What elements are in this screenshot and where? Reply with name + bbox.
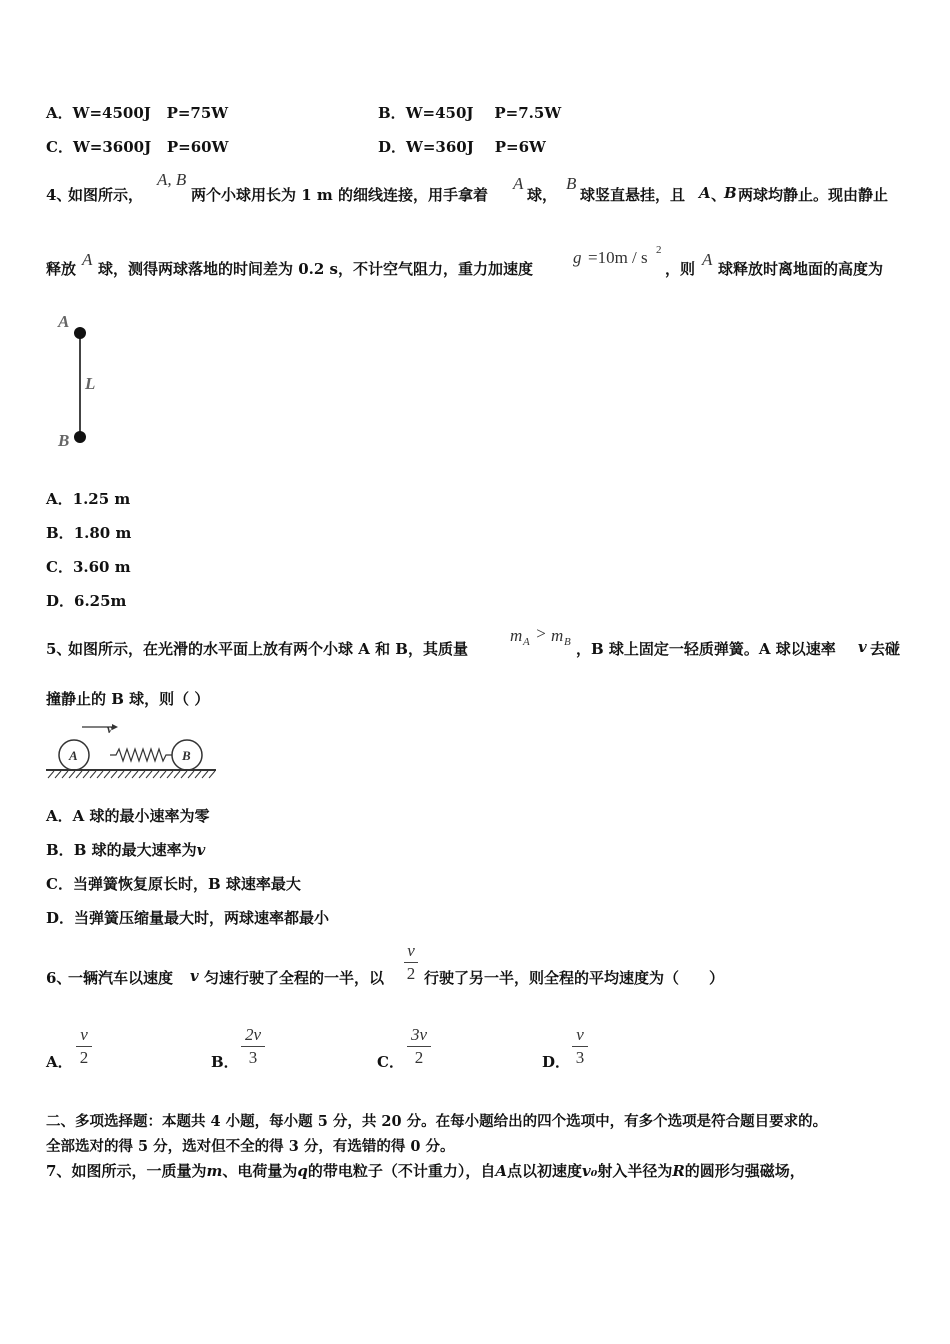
- math-mb: m: [551, 626, 564, 645]
- question-number: 7、: [46, 1162, 72, 1180]
- fraction-denominator: 2: [414, 1048, 424, 1067]
- q6-stem: [46, 940, 916, 990]
- q4-text: A: [699, 184, 711, 202]
- math-mb-sub: B: [564, 636, 571, 648]
- q5-line-2: 撞静止的 B 球，则（ ）: [46, 690, 210, 708]
- q4-option-c: [46, 556, 131, 577]
- q5-option-b: [46, 839, 205, 860]
- fraction-denominator: 3: [575, 1048, 585, 1067]
- option-tail: v: [196, 841, 206, 859]
- option-text: 6.25m: [74, 592, 127, 610]
- math-ma-sub: A: [523, 636, 530, 648]
- option-text: W=4500J P=75W: [72, 104, 229, 122]
- q7-text: 点以初速度: [507, 1162, 583, 1180]
- option-text: W=450J P=7.5W: [405, 104, 562, 122]
- option-letter: B．: [211, 1053, 239, 1071]
- q5-text: v: [858, 638, 867, 656]
- q4-line-1: [46, 170, 916, 210]
- option-letter: D．: [542, 1053, 571, 1071]
- question-number: 6、: [46, 969, 72, 987]
- fraction-numerator: v: [576, 1025, 584, 1044]
- q3-option-c: [46, 136, 228, 157]
- option-text: 1.80 m: [73, 524, 132, 542]
- q6-text: 匀速行驶了全程的一半，以: [204, 969, 385, 987]
- q4-text: ，则: [665, 260, 696, 278]
- q4-text: 如图所示，: [68, 186, 144, 204]
- ball-b-label: B: [182, 748, 191, 763]
- math-gt: >: [532, 624, 551, 643]
- math-g-value: =10m / s: [588, 248, 648, 267]
- option-letter: C．: [46, 558, 73, 576]
- q7-text: m: [206, 1162, 223, 1180]
- q4-text: B: [724, 184, 737, 202]
- velocity-arrowhead: [112, 724, 118, 730]
- q4-text: 两球均静止。现由静止: [738, 186, 889, 204]
- q7-text: v₀: [582, 1162, 598, 1180]
- option-text: W=360J P=6W: [406, 138, 546, 156]
- option-letter: A．: [46, 807, 73, 825]
- q4-text: 球竖直悬挂，且: [580, 186, 686, 204]
- option-text: A 球的最小速率为零: [72, 807, 210, 825]
- fraction-denominator: 2: [406, 964, 416, 983]
- q6-option-c: [377, 1024, 497, 1074]
- q4-text: 释放: [46, 260, 77, 278]
- q6-option-d: [542, 1024, 662, 1074]
- option-letter: B．: [46, 841, 74, 859]
- math-a: A: [82, 250, 93, 269]
- q5-text: 如图所示，在光滑的水平面上放有两个小球 A 和 B，其质量: [68, 640, 468, 658]
- q5-text: 去碰: [870, 640, 901, 658]
- q5-text: ，B 球上固定一轻质弹簧。A 球以速率: [576, 640, 836, 658]
- fraction-numerator: v: [407, 941, 415, 960]
- q6-option-b: [211, 1024, 331, 1074]
- option-fraction: [407, 1026, 431, 1067]
- q4-text: 球，: [527, 186, 558, 204]
- q5-option-d: [46, 907, 329, 928]
- q7-text: 、电荷量为: [222, 1162, 298, 1180]
- option-letter: C．: [46, 138, 73, 156]
- q4-option-d: [46, 590, 126, 611]
- q4-figure: [52, 306, 112, 456]
- question-number: 4、: [46, 186, 72, 204]
- q7-text: A: [495, 1162, 507, 1180]
- q4-text: 球释放时离地面的高度为: [718, 260, 884, 278]
- option-letter: D．: [46, 592, 75, 610]
- option-text: 当弹簧恢复原长时，B 球速率最大: [72, 875, 301, 893]
- option-letter: B．: [46, 524, 74, 542]
- option-text: 3.60 m: [72, 558, 131, 576]
- option-fraction: [572, 1026, 588, 1067]
- section-2-heading-line-2: 全部选对的得 5 分，选对但不全的得 3 分，有选错的得 0 分。: [46, 1138, 455, 1155]
- math-a: A: [513, 174, 524, 193]
- math-g-exponent: 2: [656, 244, 662, 256]
- option-fraction: [76, 1026, 92, 1067]
- math-ma: m: [510, 626, 523, 645]
- option-letter: D．: [46, 909, 75, 927]
- q6-text: v: [190, 967, 199, 985]
- label-a: A: [58, 312, 70, 331]
- q4-option-b: [46, 522, 131, 543]
- math-ab: A, B: [157, 170, 187, 189]
- ball-a-label: A: [69, 748, 78, 763]
- ball-a: [74, 327, 86, 339]
- fraction-bar: [572, 1046, 588, 1047]
- q3-option-d: [378, 136, 546, 157]
- fraction-bar: [404, 962, 418, 963]
- fraction-denominator: 2: [79, 1048, 89, 1067]
- q3-option-b: [378, 102, 561, 123]
- option-fraction: [241, 1026, 265, 1067]
- q7-text: 如图所示，一质量为: [71, 1162, 207, 1180]
- option-text: B 球的最大速率为: [73, 841, 197, 859]
- q5-option-a: [46, 805, 210, 826]
- q5-line-1: [46, 624, 916, 664]
- option-text: 当弹簧压缩量最大时，两球速率都最小: [74, 909, 330, 927]
- q6-fraction: [404, 942, 418, 983]
- q6-option-a: [46, 1024, 166, 1074]
- q6-text: 一辆汽车以速度: [68, 969, 174, 987]
- option-text: 1.25 m: [72, 490, 131, 508]
- section-2-heading-line-1: 二、多项选择题：本题共 4 小题，每小题 5 分，共 20 分。在每小题给出的四个选项中，有多个选项是符合题目要求的。: [46, 1113, 828, 1130]
- fraction-denominator: 3: [248, 1048, 258, 1067]
- question-number: 5、: [46, 640, 72, 658]
- q4-text: 两个小球用长为 1 m 的细线连接，用手拿着: [191, 186, 488, 204]
- q4-text: 、: [711, 186, 727, 204]
- q7-text: 射入半径为: [597, 1162, 673, 1180]
- velocity-label: v: [107, 722, 113, 736]
- label-b: B: [58, 431, 70, 450]
- q6-text: 行驶了另一半，则全程的平均速度为（ ）: [424, 969, 725, 987]
- label-l: L: [85, 374, 96, 393]
- option-letter: B．: [378, 104, 406, 122]
- ground-hatching: [48, 771, 215, 778]
- q7-text: 的圆形匀强磁场，: [684, 1162, 805, 1180]
- fraction-numerator: v: [80, 1025, 88, 1044]
- q5-option-c: [46, 873, 301, 894]
- q7-text: 的带电粒子（不计重力），自: [307, 1162, 496, 1180]
- q4-option-a: [46, 488, 130, 509]
- option-letter: C．: [46, 875, 73, 893]
- q7-text: R: [672, 1162, 685, 1180]
- option-text: W=3600J P=60W: [72, 138, 229, 156]
- q7-text: q: [297, 1162, 308, 1180]
- spring: [110, 749, 172, 761]
- math-b: B: [566, 174, 577, 193]
- q4-text: 球，测得两球落地的时间差为 0.2 s，不计空气阻力，重力加速度: [98, 260, 533, 278]
- math-g: g: [573, 248, 582, 267]
- fraction-bar: [241, 1046, 265, 1047]
- q7-line-1: [46, 1160, 805, 1181]
- option-letter: A．: [46, 1053, 73, 1071]
- fraction-bar: [76, 1046, 92, 1047]
- option-letter: D．: [378, 138, 407, 156]
- q4-line-2: [46, 244, 916, 284]
- option-letter: A．: [46, 104, 73, 122]
- q3-option-a: [46, 102, 228, 123]
- math-a: A: [702, 250, 713, 269]
- q5-figure: [44, 718, 220, 782]
- fraction-numerator: 3v: [410, 1025, 428, 1044]
- ball-b: [74, 431, 86, 443]
- fraction-bar: [407, 1046, 431, 1047]
- option-letter: C．: [377, 1053, 404, 1071]
- fraction-numerator: 2v: [244, 1025, 262, 1044]
- option-letter: A．: [46, 490, 73, 508]
